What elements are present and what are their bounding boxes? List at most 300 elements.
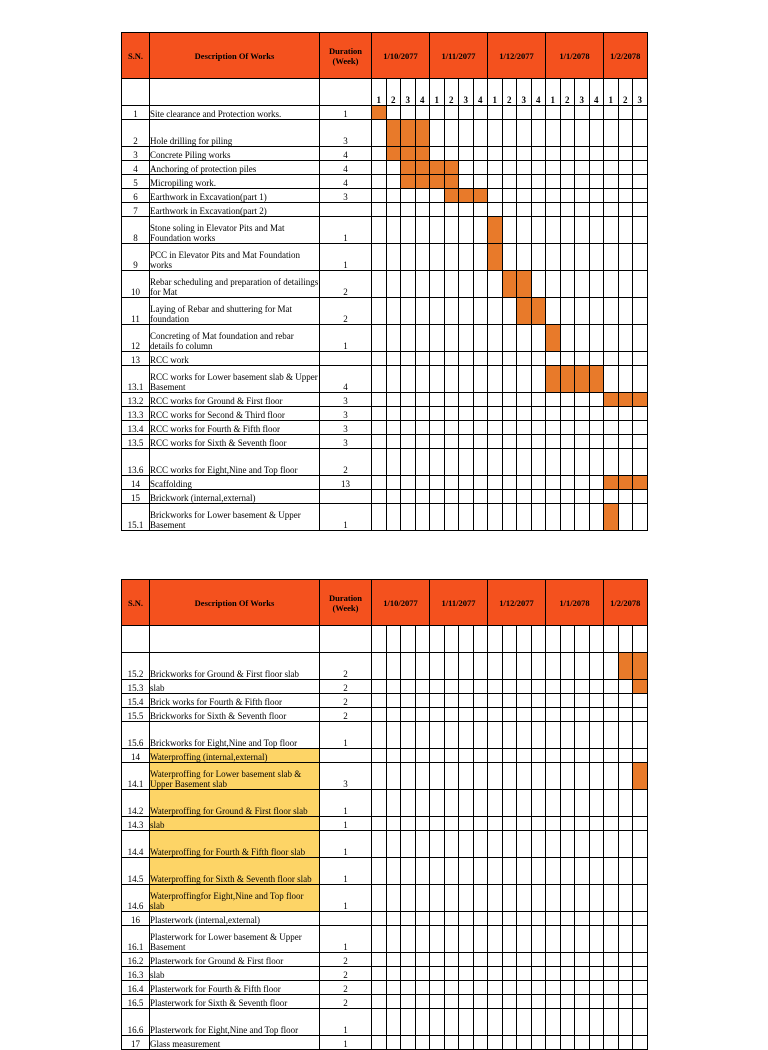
week-row-blank (122, 79, 150, 106)
gantt-cell (401, 763, 416, 790)
gantt-cell (459, 175, 474, 189)
gantt-cell (473, 120, 488, 147)
gantt-cell (618, 120, 633, 147)
gantt-cell (618, 708, 633, 722)
gantt-cell (502, 831, 517, 858)
gantt-cell (604, 421, 619, 435)
gantt-cell (531, 435, 546, 449)
gantt-cell (604, 790, 619, 817)
gantt-cell (546, 161, 561, 175)
gantt-cell (502, 435, 517, 449)
gantt-cell (604, 1009, 619, 1036)
gantt-cell (401, 504, 416, 531)
row-duration: 1 (320, 217, 372, 244)
gantt-cell (430, 885, 445, 912)
gantt-cell (517, 435, 532, 449)
gantt-cell (430, 981, 445, 995)
gantt-cell (589, 653, 604, 680)
gantt-cell (401, 653, 416, 680)
gantt-cell (589, 995, 604, 1009)
gantt-cell (589, 106, 604, 120)
gantt-cell (517, 147, 532, 161)
table-row (122, 817, 648, 831)
gantt-cell (546, 203, 561, 217)
gantt-cell (546, 926, 561, 953)
gantt-cell (459, 1009, 474, 1036)
gantt-cell (575, 421, 590, 435)
gantt-cell (618, 298, 633, 325)
row-sn: 16.5 (122, 995, 150, 1009)
gantt-cell (415, 203, 430, 217)
gantt-cell (372, 953, 387, 967)
gantt-cell (604, 694, 619, 708)
gantt-cell (415, 352, 430, 366)
gantt-cell (444, 120, 459, 147)
gantt-cell (488, 393, 503, 407)
gantt-cell (415, 504, 430, 531)
gantt-bar-cell (517, 298, 532, 325)
gantt-cell (372, 147, 387, 161)
gantt-cell (488, 298, 503, 325)
row-description: Waterproffing for Fourth & Fifth floor slab (150, 831, 320, 858)
gantt-cell (560, 967, 575, 981)
gantt-cell (386, 708, 401, 722)
gantt-cell (401, 352, 416, 366)
table-row (122, 407, 648, 421)
gantt-cell (401, 831, 416, 858)
gantt-bar-cell (415, 175, 430, 189)
gantt-cell (531, 203, 546, 217)
week-number: 3 (633, 79, 648, 106)
gantt-cell (488, 352, 503, 366)
gantt-cell (560, 926, 575, 953)
gantt-cell (517, 244, 532, 271)
gantt-cell (444, 1036, 459, 1050)
row-duration: 4 (320, 161, 372, 175)
row-sn: 13.2 (122, 393, 150, 407)
gantt-cell (604, 653, 619, 680)
row-description: Plasterwork for Sixth & Seventh floor (150, 995, 320, 1009)
gantt-cell (560, 1036, 575, 1050)
gantt-cell (560, 831, 575, 858)
gantt-cell (430, 490, 445, 504)
gantt-cell (517, 763, 532, 790)
gantt-cell (473, 271, 488, 298)
gantt-cell (560, 106, 575, 120)
header-month: 1/2/2078 (604, 33, 648, 79)
gantt-cell (618, 504, 633, 531)
gantt-cell (372, 708, 387, 722)
gantt-cell (430, 393, 445, 407)
gantt-cell (560, 749, 575, 763)
gantt-cell (401, 476, 416, 490)
gantt-cell (415, 366, 430, 393)
row-duration: 1 (320, 244, 372, 271)
gantt-cell (488, 175, 503, 189)
gantt-cell (604, 763, 619, 790)
gantt-cell (531, 393, 546, 407)
table-row (122, 926, 648, 953)
gantt-cell (459, 449, 474, 476)
gantt-cell (430, 298, 445, 325)
gantt-cell (604, 749, 619, 763)
gantt-cell (372, 490, 387, 504)
gantt-cell (444, 147, 459, 161)
gantt-cell (372, 885, 387, 912)
gantt-cell (502, 407, 517, 421)
gantt-cell (415, 217, 430, 244)
gantt-cell (473, 217, 488, 244)
gantt-cell (604, 325, 619, 352)
gantt-cell (372, 817, 387, 831)
row-sn: 7 (122, 203, 150, 217)
gantt-cell (372, 203, 387, 217)
gantt-bar-cell (386, 147, 401, 161)
gantt-cell (488, 366, 503, 393)
gantt-cell (444, 449, 459, 476)
gantt-cell (618, 926, 633, 953)
gantt-cell (633, 352, 648, 366)
week-number (386, 626, 401, 653)
gantt-cell (430, 722, 445, 749)
gantt-cell (415, 926, 430, 953)
gantt-cell (386, 885, 401, 912)
gantt-cell (502, 298, 517, 325)
gantt-cell (618, 203, 633, 217)
gantt-cell (604, 831, 619, 858)
gantt-cell (604, 981, 619, 995)
gantt-cell (633, 106, 648, 120)
gantt-cell (546, 967, 561, 981)
row-duration: 3 (320, 763, 372, 790)
gantt-cell (502, 680, 517, 694)
table-row (122, 449, 648, 476)
gantt-cell (473, 352, 488, 366)
gantt-cell (560, 271, 575, 298)
gantt-cell (589, 912, 604, 926)
table-row (122, 831, 648, 858)
gantt-cell (604, 189, 619, 203)
row-description: Waterproffing for Ground & First floor slab (150, 790, 320, 817)
gantt-cell (372, 912, 387, 926)
row-duration (320, 203, 372, 217)
table-row (122, 421, 648, 435)
gantt-cell (488, 421, 503, 435)
gantt-bar-cell (633, 476, 648, 490)
gantt-cell (386, 1009, 401, 1036)
gantt-cell (488, 694, 503, 708)
gantt-cell (546, 680, 561, 694)
gantt-cell (372, 175, 387, 189)
gantt-cell (415, 817, 430, 831)
gantt-cell (444, 106, 459, 120)
gantt-cell (372, 352, 387, 366)
gantt-cell (517, 203, 532, 217)
gantt-cell (502, 967, 517, 981)
gantt-cell (401, 1009, 416, 1036)
gantt-cell (473, 1009, 488, 1036)
gantt-cell (473, 981, 488, 995)
gantt-cell (488, 120, 503, 147)
gantt-cell (459, 981, 474, 995)
gantt-cell (386, 393, 401, 407)
gantt-cell (415, 325, 430, 352)
gantt-cell (517, 106, 532, 120)
gantt-cell (444, 244, 459, 271)
gantt-cell (575, 995, 590, 1009)
gantt-cell (531, 189, 546, 203)
gantt-cell (372, 694, 387, 708)
gantt-cell (517, 504, 532, 531)
row-sn: 16.2 (122, 953, 150, 967)
gantt-bar-cell (618, 653, 633, 680)
gantt-cell (531, 504, 546, 531)
gantt-cell (415, 1036, 430, 1050)
gantt-cell (560, 120, 575, 147)
gantt-cell (401, 421, 416, 435)
gantt-cell (430, 147, 445, 161)
gantt-cell (517, 189, 532, 203)
gantt-bar-cell (401, 161, 416, 175)
gantt-cell (502, 653, 517, 680)
table-row (122, 203, 648, 217)
gantt-cell (560, 790, 575, 817)
row-description: Laying of Rebar and shuttering for Mat foundation (150, 298, 320, 325)
gantt-cell (531, 421, 546, 435)
gantt-cell (546, 244, 561, 271)
gantt-cell (372, 189, 387, 203)
gantt-cell (386, 217, 401, 244)
gantt-cell (618, 435, 633, 449)
gantt-cell (401, 858, 416, 885)
gantt-cell (531, 653, 546, 680)
row-duration: 2 (320, 653, 372, 680)
week-number (633, 626, 648, 653)
gantt-cell (488, 708, 503, 722)
row-duration: 2 (320, 967, 372, 981)
gantt-cell (473, 722, 488, 749)
gantt-cell (488, 680, 503, 694)
week-number (604, 626, 619, 653)
row-description: slab (150, 680, 320, 694)
table-row (122, 1036, 648, 1050)
row-duration: 1 (320, 504, 372, 531)
gantt-cell (459, 722, 474, 749)
gantt-cell (473, 995, 488, 1009)
table-row (122, 995, 648, 1009)
gantt-cell (589, 203, 604, 217)
gantt-cell (618, 175, 633, 189)
gantt-cell (401, 708, 416, 722)
table-row (122, 189, 648, 203)
gantt-cell (372, 749, 387, 763)
gantt-cell (517, 393, 532, 407)
week-number (401, 626, 416, 653)
row-description: Glass measurement (150, 1036, 320, 1050)
gantt-cell (415, 1009, 430, 1036)
gantt-cell (444, 1009, 459, 1036)
week-row-blank (320, 626, 372, 653)
gantt-cell (473, 817, 488, 831)
gantt-cell (401, 189, 416, 203)
gantt-cell (618, 1009, 633, 1036)
gantt-bar-cell (604, 504, 619, 531)
gantt-cell (546, 790, 561, 817)
gantt-cell (546, 407, 561, 421)
row-sn: 3 (122, 147, 150, 161)
gantt-cell (444, 435, 459, 449)
gantt-cell (531, 763, 546, 790)
gantt-cell (546, 217, 561, 244)
week-number (430, 626, 445, 653)
table-row (122, 366, 648, 393)
gantt-cell (604, 967, 619, 981)
gantt-cell (618, 749, 633, 763)
gantt-cell (386, 912, 401, 926)
gantt-cell (604, 926, 619, 953)
row-sn: 13.6 (122, 449, 150, 476)
gantt-cell (459, 298, 474, 325)
gantt-cell (575, 653, 590, 680)
gantt-cell (633, 175, 648, 189)
gantt-cell (618, 680, 633, 694)
gantt-cell (633, 366, 648, 393)
table-row (122, 953, 648, 967)
gantt-cell (444, 217, 459, 244)
gantt-cell (546, 858, 561, 885)
gantt-cell (502, 926, 517, 953)
gantt-cell (473, 763, 488, 790)
gantt-cell (546, 393, 561, 407)
gantt-cell (430, 217, 445, 244)
row-sn: 14 (122, 749, 150, 763)
gantt-cell (604, 120, 619, 147)
gantt-cell (575, 476, 590, 490)
gantt-cell (575, 885, 590, 912)
gantt-cell (560, 421, 575, 435)
gantt-cell (386, 271, 401, 298)
gantt-bar-cell (401, 120, 416, 147)
gantt-cell (531, 120, 546, 147)
gantt-cell (473, 203, 488, 217)
gantt-cell (633, 967, 648, 981)
gantt-cell (444, 967, 459, 981)
gantt-cell (517, 708, 532, 722)
gantt-cell (575, 831, 590, 858)
gantt-cell (473, 325, 488, 352)
row-duration: 1 (320, 1009, 372, 1036)
table-row (122, 120, 648, 147)
gantt-cell (618, 106, 633, 120)
gantt-cell (401, 435, 416, 449)
table-row (122, 858, 648, 885)
gantt-cell (488, 325, 503, 352)
gantt-cell (618, 449, 633, 476)
gantt-cell (589, 393, 604, 407)
gantt-cell (589, 175, 604, 189)
gantt-cell (415, 749, 430, 763)
gantt-cell (401, 926, 416, 953)
row-description: Concreting of Mat foundation and rebar details fo column (150, 325, 320, 352)
week-number: 4 (415, 79, 430, 106)
gantt-cell (546, 912, 561, 926)
gantt-cell (386, 763, 401, 790)
gantt-cell (517, 366, 532, 393)
gantt-cell (560, 298, 575, 325)
gantt-cell (618, 147, 633, 161)
gantt-cell (575, 449, 590, 476)
gantt-cell (560, 435, 575, 449)
gantt-cell (386, 106, 401, 120)
gantt-cell (488, 763, 503, 790)
gantt-cell (459, 953, 474, 967)
gantt-cell (444, 926, 459, 953)
week-number (473, 626, 488, 653)
gantt-cell (604, 490, 619, 504)
row-duration: 2 (320, 708, 372, 722)
gantt-cell (502, 912, 517, 926)
table-row (122, 271, 648, 298)
gantt-cell (633, 1036, 648, 1050)
gantt-cell (444, 995, 459, 1009)
gantt-cell (386, 407, 401, 421)
gantt-cell (575, 763, 590, 790)
gantt-cell (372, 407, 387, 421)
gantt-cell (502, 449, 517, 476)
gantt-cell (589, 161, 604, 175)
gantt-cell (517, 161, 532, 175)
row-description: Scaffolding (150, 476, 320, 490)
gantt-cell (473, 366, 488, 393)
gantt-cell (444, 858, 459, 885)
gantt-cell (546, 817, 561, 831)
row-duration: 2 (320, 981, 372, 995)
week-number (488, 626, 503, 653)
gantt-cell (415, 435, 430, 449)
gantt-cell (401, 203, 416, 217)
row-sn: 14 (122, 476, 150, 490)
table-row (122, 653, 648, 680)
gantt-cell (604, 161, 619, 175)
row-sn: 2 (122, 120, 150, 147)
gantt-cell (415, 653, 430, 680)
gantt-cell (473, 298, 488, 325)
gantt-cell (473, 790, 488, 817)
row-sn: 15.6 (122, 722, 150, 749)
gantt-cell (401, 393, 416, 407)
row-duration: 1 (320, 106, 372, 120)
gantt-cell (560, 817, 575, 831)
gantt-cell (430, 912, 445, 926)
gantt-cell (531, 244, 546, 271)
gantt-cell (502, 476, 517, 490)
row-description: Micropiling work. (150, 175, 320, 189)
gantt-cell (560, 885, 575, 912)
gantt-cell (560, 504, 575, 531)
row-description: Plasterwork for Eight,Nine and Top floor (150, 1009, 320, 1036)
gantt-cell (560, 763, 575, 790)
gantt-cell (604, 298, 619, 325)
gantt-cell (546, 708, 561, 722)
gantt-cell (517, 476, 532, 490)
gantt-cell (575, 722, 590, 749)
gantt-cell (589, 435, 604, 449)
gantt-cell (546, 189, 561, 203)
week-number: 3 (459, 79, 474, 106)
week-number: 2 (502, 79, 517, 106)
gantt-cell (488, 106, 503, 120)
row-description: Earthwork in Excavation(part 1) (150, 189, 320, 203)
